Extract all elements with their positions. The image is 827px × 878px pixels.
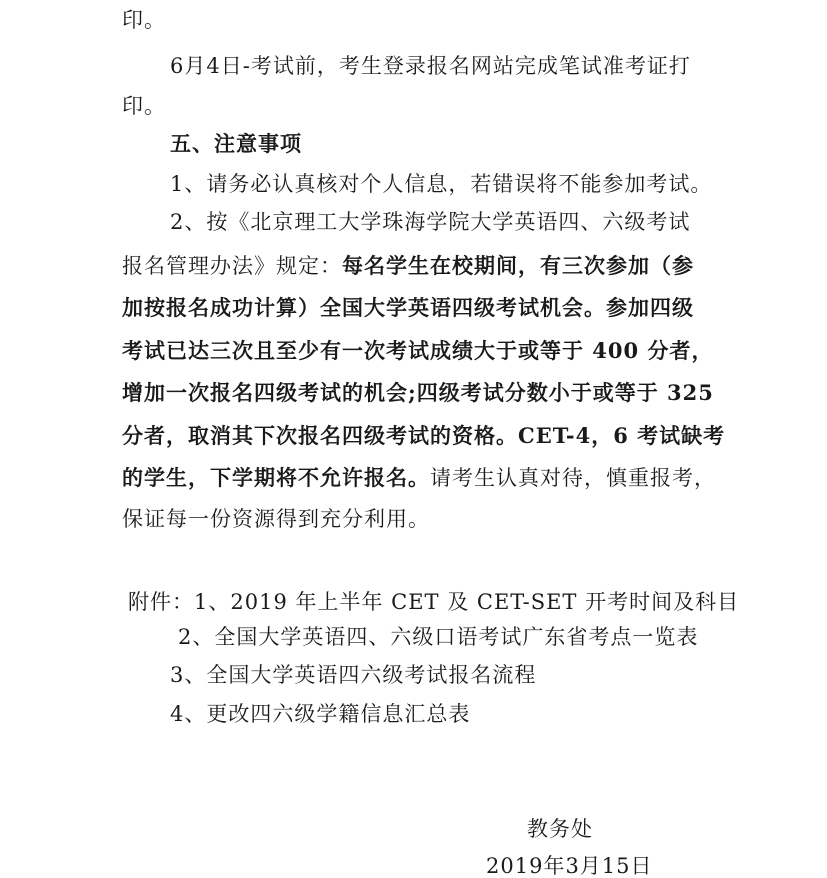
note-item-2-line-8: 保证每一份资源得到充分利用。 [122,507,430,531]
schedule-line-tail: 印。 [122,8,166,32]
note-item-2-line-7-normal: 请考生认真对待，慎重报考， [430,466,716,490]
note-item-2-line-4: 考试已达三次且至少有一次考试成绩大于或等于 400 分者， [122,338,714,363]
attachment-1: 附件：1、2019 年上半年 CET 及 CET-SET 开考时间及科目 [128,590,740,614]
note-item-2-line-5: 增加一次报名四级考试的机会;四级考试分数小于或等于 325 [122,380,714,405]
schedule-line-june4-tail: 印。 [122,94,166,118]
note-item-2-line-2-bold: 每名学生在校期间，有三次参加（参 [342,253,694,278]
attachment-2: 2、全国大学英语四、六级口语考试广东省考点一览表 [178,625,699,649]
note-item-2-line-3: 加按报名成功计算）全国大学英语四级考试机会。参加四级 [122,295,694,320]
note-item-2-line-6: 分者，取消其下次报名四级考试的资格。CET-4，6 考试缺考 [122,423,726,448]
schedule-line-june4: 6月4日-考试前，考生登录报名网站完成笔试准考证打 [170,54,691,78]
signature-date: 2019年3月15日 [486,854,653,878]
attachment-4: 4、更改四六级学籍信息汇总表 [170,702,471,726]
signature-office: 教务处 [527,817,593,841]
attachment-3: 3、全国大学英语四六级考试报名流程 [170,663,537,687]
note-item-1: 1、请务必认真核对个人信息，若错误将不能参加考试。 [170,172,713,196]
note-item-2-line-1: 2、按《北京理工大学珠海学院大学英语四、六级考试 [170,210,691,234]
note-item-2-line-7 [122,467,716,489]
note-item-2-line-7-bold: 的学生，下学期将不允许报名。 [122,465,430,490]
note-item-2-line-2-normal: 报名管理办法》规定： [122,254,342,278]
note-item-2-line-2 [122,255,694,277]
section-heading-notes: 五、注意事项 [170,132,302,156]
